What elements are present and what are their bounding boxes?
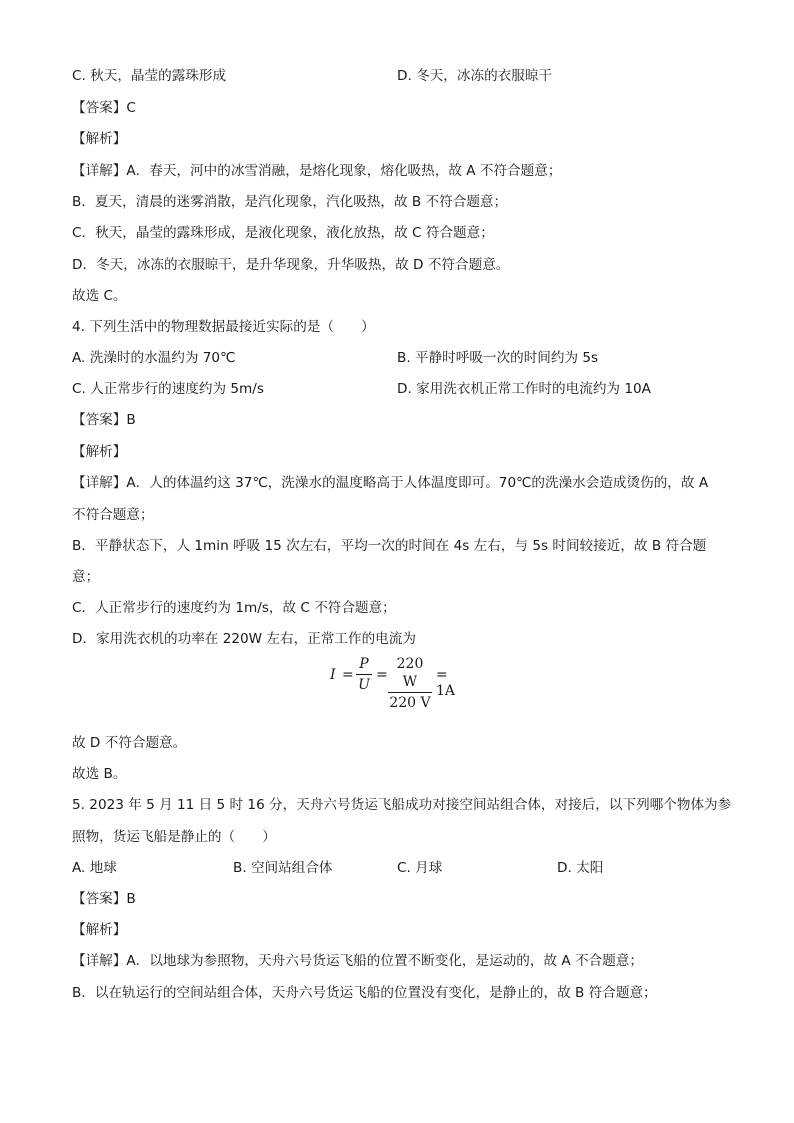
fraction-denominator: 220 V (389, 695, 431, 711)
conclusion-line: 故选 C。 (72, 288, 127, 304)
explanation-line: 故 D 不符合题意。 (72, 735, 187, 751)
formula-equals: = (376, 667, 388, 683)
option-a: A. 地球 (72, 860, 117, 876)
option-d: D. 冬天，冰冻的衣服晾干 (397, 68, 553, 84)
answer-label: 【答案】B (72, 412, 136, 428)
explanation-line: B．平静状态下，人 1min 呼吸 15 次左右，平均一次的时间在 4s 左右，与 5s 时间较接近，故 B 符合题 (72, 538, 707, 554)
current-formula (330, 655, 470, 711)
explanation-line: B．以在轨运行的空间站组合体，天舟六号货运飞船的位置没有变化，是静止的，故 B 符合题意； (72, 985, 657, 1001)
option-b: B. 空间站组合体 (233, 860, 333, 876)
fraction-numerator: P (359, 656, 369, 672)
fraction-values (388, 655, 432, 712)
option-d: D. 家用洗衣机正常工作时的电流约为 10A (397, 381, 651, 397)
answer-label: 【答案】C (72, 100, 136, 116)
option-a: A. 洗澡时的水温约为 70℃ (72, 350, 236, 366)
explanation-line: B．夏天，清晨的迷雾消散，是汽化现象，汽化吸热，故 B 不符合题意； (72, 194, 508, 210)
formula-equals: = (342, 667, 354, 683)
explanation-line: C．人正常步行的速度约为 1m/s，故 C 不符合题意； (72, 600, 396, 616)
question-5-stem-cont: 照物，货运飞船是静止的（ ） (72, 829, 276, 845)
option-d: D. 太阳 (557, 860, 604, 876)
explanation-line: 不符合题意； (72, 507, 154, 523)
option-c: C. 人正常步行的速度约为 5m/s (72, 381, 264, 397)
explanation-line: D．冬天，冰冻的衣服晾干，是升华现象，升华吸热，故 D 不符合题意。 (72, 257, 510, 273)
option-c: C. 秋天，晶莹的露珠形成 (72, 68, 227, 84)
question-4-stem: 4. 下列生活中的物理数据最接近实际的是（ ） (72, 319, 375, 335)
explanation-line: 【详解】A．春天，河中的冰雪消融，是熔化现象，熔化吸热，故 A 不符合题意； (72, 163, 562, 179)
analysis-label: 【解析】 (72, 131, 127, 147)
fraction-bar (356, 674, 372, 675)
analysis-label: 【解析】 (72, 922, 127, 938)
explanation-line: C．秋天，晶莹的露珠形成，是液化现象，液化放热，故 C 符合题意； (72, 225, 494, 241)
answer-label: 【答案】B (72, 891, 136, 907)
fraction-bar (388, 692, 432, 693)
fraction-denominator: U (358, 677, 370, 693)
conclusion-line: 故选 B。 (72, 766, 127, 782)
formula-result: = 1A (436, 667, 456, 699)
option-b: B. 平静时呼吸一次的时间约为 5s (397, 350, 599, 366)
explanation-line: D．家用洗衣机的功率在 220W 左右，正常工作的电流为 (72, 631, 416, 647)
analysis-label: 【解析】 (72, 444, 127, 460)
option-c: C. 月球 (397, 860, 443, 876)
fraction-numerator: 220 W (396, 656, 424, 690)
explanation-line: 【详解】A．以地球为参照物，天舟六号货运飞船的位置不断变化，是运动的，故 A 不合题意； (72, 953, 643, 969)
formula-lhs: I (330, 667, 336, 683)
question-5-stem: 5. 2023 年 5 月 11 日 5 时 16 分，天舟六号货运飞船成功对接空间站组合体，对接后，以下列哪个物体为参 (72, 797, 732, 813)
explanation-line: 【详解】A．人的体温约这 37℃，洗澡水的温度略高于人体温度即可。70℃的洗澡水会造成烫伤的，故 A (72, 475, 709, 491)
fraction-power-over-voltage (356, 655, 372, 694)
explanation-line: 意； (72, 569, 100, 585)
